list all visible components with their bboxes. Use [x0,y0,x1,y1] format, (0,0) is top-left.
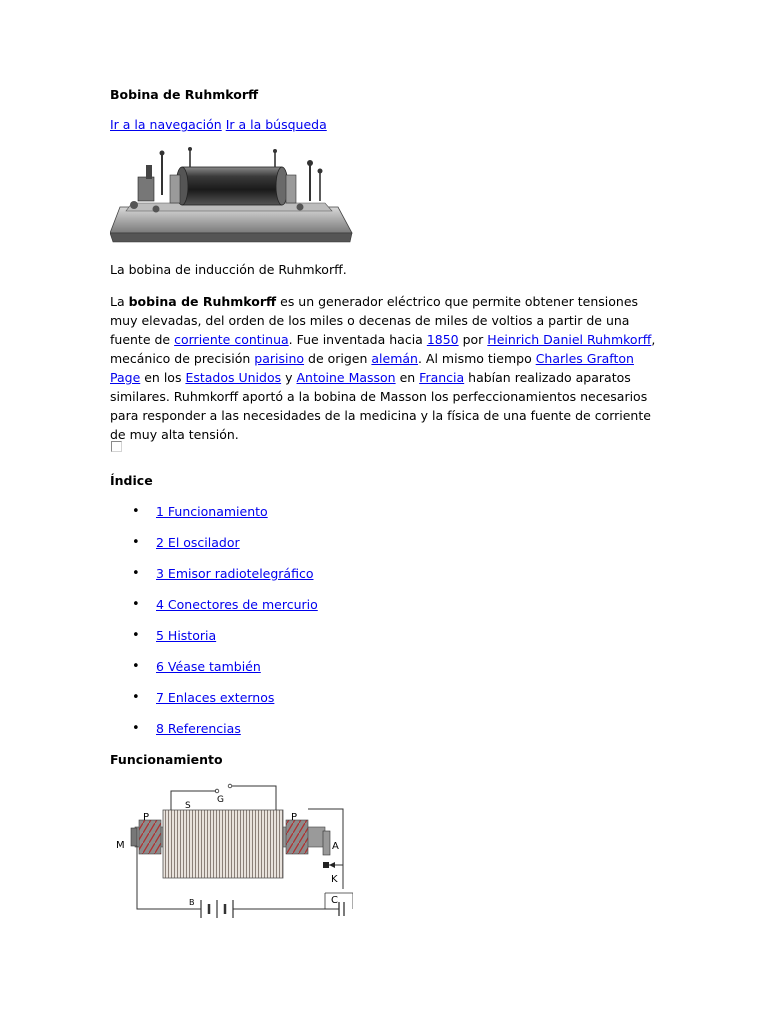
toc-link-referencias[interactable]: 8 Referencias [156,721,241,736]
skip-to-search-link[interactable]: Ir a la búsqueda [225,117,327,132]
link-corriente-continua[interactable]: corriente continua [174,332,289,347]
toc-item [110,596,318,627]
intro-text: en los [140,370,186,385]
circuit-diagram [113,783,353,923]
toc-link-emisor-radiotelegrafico[interactable]: 3 Emisor radiotelegráfico [156,566,314,581]
link-antoine-masson[interactable]: Antoine Masson [296,370,396,385]
toc-item [110,658,318,689]
link-charles-grafton-page[interactable]: Charles Grafton Page [110,351,634,385]
skip-to-navigation-link[interactable]: Ir a la navegación [110,117,222,132]
intro-text: La [110,294,129,309]
page-title: Bobina de Ruhmkorff [110,87,259,102]
intro-text: , mecánico de precisión [110,332,656,366]
intro-text: en [395,370,420,385]
label-b: B [189,898,195,907]
label-k: K [331,874,338,885]
toc-link-historia[interactable]: 5 Historia [156,628,217,643]
toc-link-enlaces-externos[interactable]: 7 Enlaces externos [156,690,275,705]
intro-text: y [281,370,297,385]
label-p-right: P [291,812,298,823]
link-heinrich-daniel-ruhmkorff[interactable]: Heinrich Daniel Ruhmkorff [487,332,652,347]
intro-text: . Al mismo tiempo [417,351,536,366]
section-heading-funcionamiento: Funcionamiento [110,752,223,767]
intro-paragraph [110,292,660,444]
toc-link-vease-tambien[interactable]: 6 Véase también [156,659,261,674]
label-a: A [332,841,339,852]
intro-text: es un generador eléctrico que permite obtener tensiones muy elevadas, del orden de los miles o decenas de miles de voltios a partir de una fuente de [110,294,639,347]
toc-item [110,534,318,565]
label-g: G [217,795,224,805]
toc-item [110,503,318,534]
intro-text: por [458,332,488,347]
toc-item [110,720,318,751]
link-1850[interactable]: 1850 [426,332,459,347]
label-s: S [185,801,191,811]
label-m: M [116,840,125,851]
toc-item [110,627,318,658]
link-aleman[interactable]: alemán [371,351,418,366]
ruhmkorff-coil-image [110,145,355,248]
toc-link-funcionamiento[interactable]: 1 Funcionamiento [156,504,268,519]
toc-item [110,565,318,596]
link-parisino[interactable]: parisino [254,351,305,366]
label-c: C [331,895,338,906]
toc-link-conectores-de-mercurio[interactable]: 4 Conectores de mercurio [156,597,318,612]
link-francia[interactable]: Francia [419,370,465,385]
intro-bold-term: bobina de Ruhmkorff [128,294,277,309]
link-estados-unidos[interactable]: Estados Unidos [185,370,282,385]
table-of-contents [110,503,318,751]
intro-text: . Fue inventada hacia [288,332,427,347]
intro-text: de origen [304,351,372,366]
intro-text: habían realizado aparatos similares. Ruhmkorff aportó a la bobina de Masson los perfeccionamientos necesarios para responder a las necesidades de la medicina y la física de una fuente de corriente de muy alta tensión. [110,370,651,442]
skip-links [110,117,327,132]
toc-item [110,689,318,720]
toc-link-el-oscilador[interactable]: 2 El oscilador [156,535,240,550]
label-p-left: P [143,812,150,823]
toc-title: Índice [110,473,153,488]
figure-caption: La bobina de inducción de Ruhmkorff. [110,262,347,277]
toc-toggle-checkbox[interactable] [111,441,122,452]
